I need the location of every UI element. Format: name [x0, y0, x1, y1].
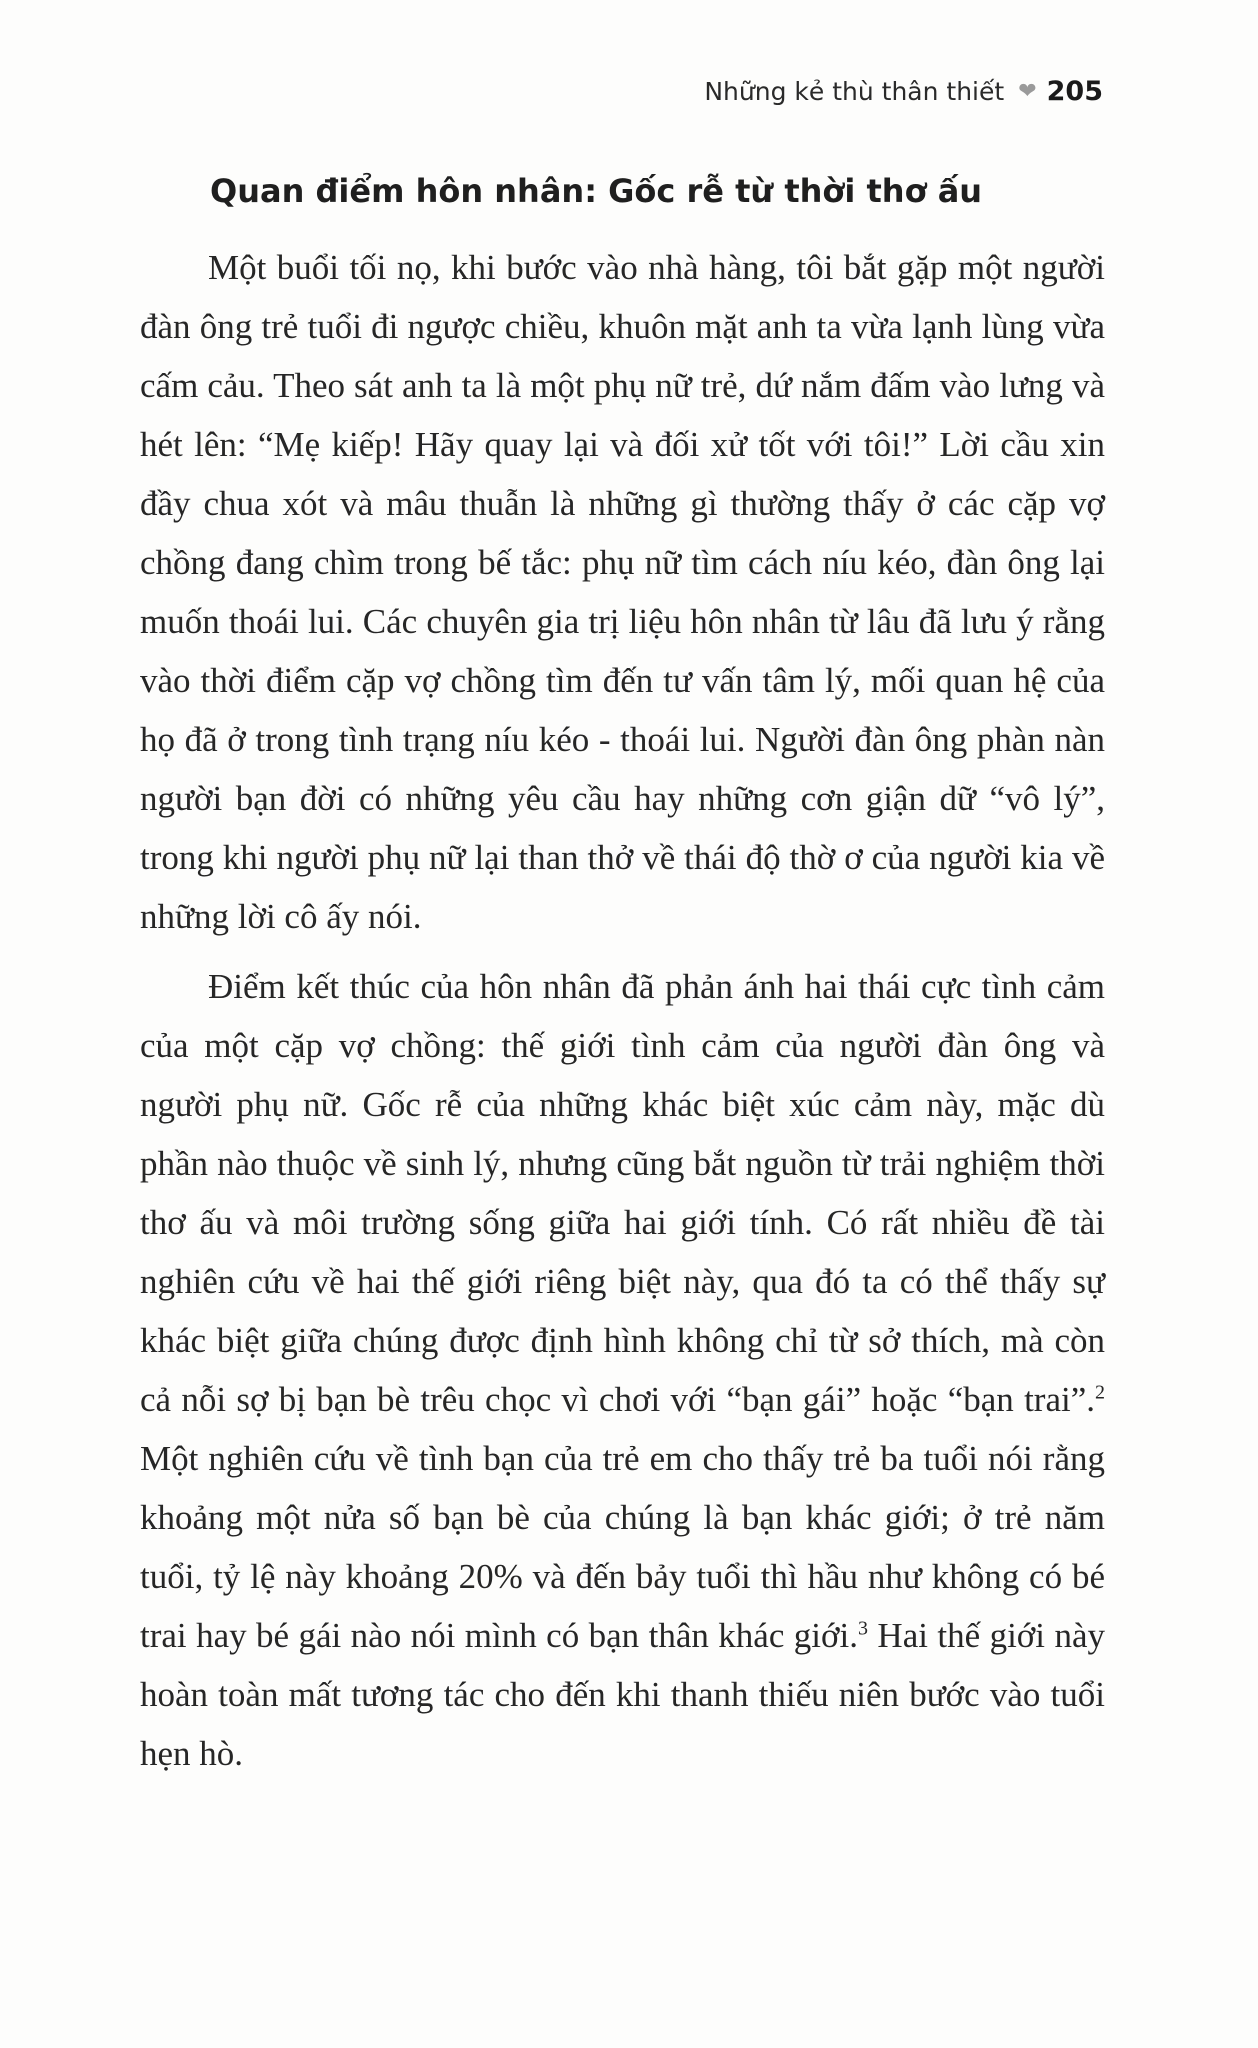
paragraph-1: Một buổi tối nọ, khi bước vào nhà hàng, tôi bắt gặp một người đàn ông trẻ tuổi đi ngược chiều, khuôn mặt anh ta vừa lạnh lùng vừa cấm cảu. Theo sát anh ta là một phụ nữ trẻ, dứ nắm đấm vào lưng và hét lên: “Mẹ kiếp! Hãy quay lại và đối xử tốt với tôi!” Lời cầu xin đầy chua xót và mâu thuẫn là những gì thường thấy ở các cặp vợ chồng đang chìm trong bế tắc: phụ nữ tìm cách níu kéo, đàn ông lại muốn thoái lui. Các chuyên gia trị liệu hôn nhân từ lâu đã lưu ý rằng vào thời điểm cặp vợ chồng tìm đến tư vấn tâm lý, mối quan hệ của họ đã ở trong tình trạng níu kéo - thoái lui. Người đàn ông phàn nàn người bạn đời có những yêu cầu hay những cơn giận dữ “vô lý”, trong khi người phụ nữ lại than thở về thái độ thờ ơ của người kia về những lời cô ấy nói. — [140, 248, 1105, 936]
body-text — [140, 238, 1105, 1794]
running-header — [704, 76, 1103, 107]
footnote-marker: 2 — [1095, 1381, 1105, 1404]
heart-ornament-icon: ❤ — [1018, 79, 1035, 104]
section-heading: Quan điểm hôn nhân: Gốc rễ từ thời thơ ấu — [210, 172, 983, 210]
running-title: Những kẻ thù thân thiết — [704, 77, 1005, 106]
paragraph-2-part-1: Điểm kết thúc của hôn nhân đã phản ánh hai thái cực tình cảm của một cặp vợ chồng: thế giới tình cảm của người đàn ông và người phụ nữ. Gốc rễ của những khác biệt xúc cảm này, mặc dù phần nào thuộc về sinh lý, nhưng cũng bắt nguồn từ trải nghiệm thời thơ ấu và môi trường sống giữa hai giới tính. Có rất nhiều đề tài nghiên cứu về hai thế giới riêng biệt này, qua đó ta có thể thấy sự khác biệt giữa chúng được định hình không chỉ từ sở thích, mà còn cả nỗi sợ bị bạn bè trêu chọc vì chơi với “bạn gái” hoặc “bạn trai”. — [140, 967, 1105, 1419]
paragraph-2 — [140, 957, 1105, 1783]
footnote-marker: 3 — [858, 1617, 868, 1640]
page-number: 205 — [1046, 76, 1103, 107]
paragraph-2-part-2: Một nghiên cứu về tình bạn của trẻ em cho thấy trẻ ba tuổi nói rằng khoảng một nửa số bạn bè của chúng là bạn khác giới; ở trẻ năm tuổi, tỷ lệ này khoảng 20% và đến bảy tuổi thì hầu như không có bé trai hay bé gái nào nói mình có bạn thân khác giới. — [140, 1439, 1105, 1655]
paragraph-2-part-3: Hai thế giới này hoàn toàn mất tương tác cho đến khi thanh thiếu niên bước vào tuổi hẹn hò. — [140, 1616, 1105, 1773]
